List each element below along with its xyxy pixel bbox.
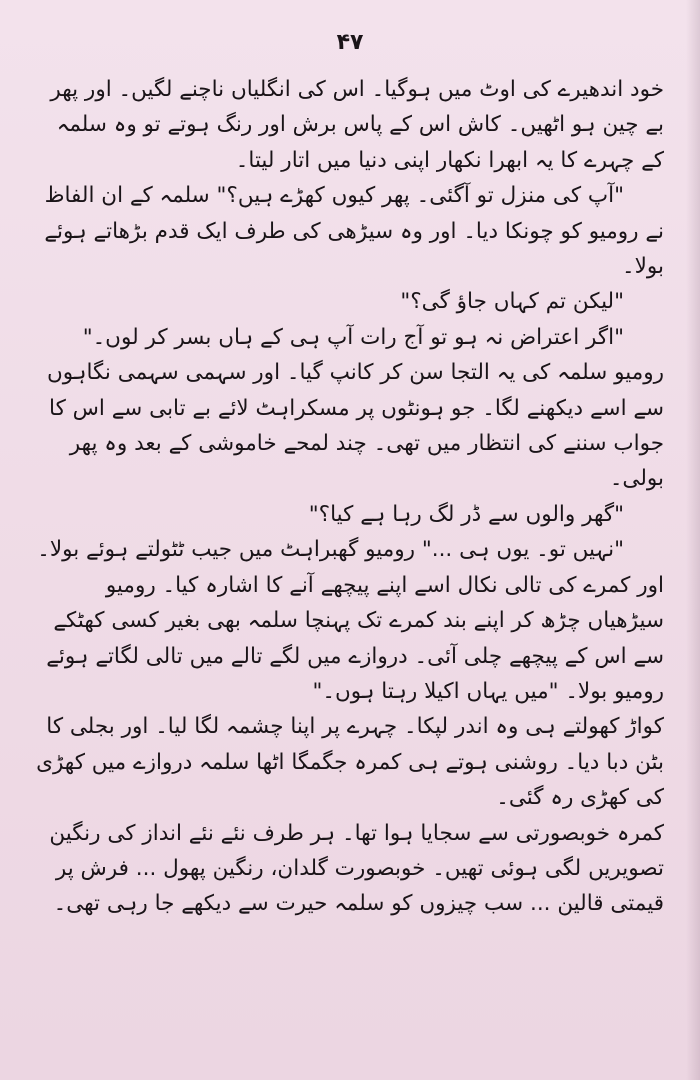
urdu-text-body bbox=[36, 72, 664, 922]
paragraph: "لیکن تم کہاں جاؤ گی؟" bbox=[400, 289, 624, 315]
paragraph: خود اندھیرے کی اوٹ میں ہوگیا۔ اس کی انگلیاں ناچنے لگیں۔ اور پھر بے چین ہو اٹھیں۔ کاش اس کے پاس برش اور رنگ ہوتے تو وہ سلمہ کے چہرے کا یہ ابھرا نکھار اپنی دنیا میں اتار لیتا۔ bbox=[50, 77, 664, 173]
page-edge-shadow bbox=[686, 0, 700, 1080]
paragraph: رومیو سلمہ کی یہ التجا سن کر کانپ گیا۔ اور سہمی سہمی نگاہوں سے اسے دیکھنے لگا۔ جو ہونٹوں پر مسکراہٹ لائے بے تابی سے اس کا جواب سننے کی انتظار میں تھی۔ چند لمحے خاموشی کے بعد وہ پھر بولی۔ bbox=[46, 360, 664, 492]
paragraph: "نہیں تو۔ یوں ہی ..." رومیو گھبراہٹ میں جیب ٹٹولتے ہوئے بولا۔ اور کمرے کی تالی نکال اسے اپنے پیچھے آنے کا اشارہ کیا۔ رومیو سیڑھیاں چڑھ کر اپنے بند کمرے تک پہنچا سلمہ بھی بغیر کسی کھٹکے سے اس کے پیچھے چلی آئی۔ دروازے میں لگے تالے میں تالی لگاتے ہوئے رومیو بولا۔ "میں یہاں اکیلا رہتا ہوں۔" bbox=[37, 537, 664, 704]
paragraph: کواڑ کھولتے ہی وہ اندر لپکا۔ چہرے پر اپنا چشمہ لگا لیا۔ اور بجلی کا بٹن دبا دیا۔ روشنی ہوتے ہی کمرہ جگمگا اٹھا سلمہ دروازے میں کھڑی کی کھڑی رہ گئی۔ bbox=[36, 714, 664, 811]
paragraph: "گھر والوں سے ڈر لگ رہا ہے کیا؟" bbox=[308, 501, 624, 527]
paragraph: کمرہ خوبصورتی سے سجایا ہوا تھا۔ ہر طرف نئے نئے انداز کی رنگین تصویریں لگی ہوئی تھیں۔ خوبصورت گلدان، رنگین پھول ... فرش پر قیمتی قالین ... سب چیزوں کو سلمہ حیرت سے دیکھے جا رہی تھی۔ bbox=[49, 820, 664, 917]
page-number: ۴۷ bbox=[336, 30, 364, 55]
paragraph: "آپ کی منزل تو آگئی۔ پھر کیوں کھڑے ہیں؟" سلمہ کے ان الفاظ نے رومیو کو چونکا دیا۔ اور وہ سیڑھی کی طرف ایک قدم بڑھاتے ہوئے بولا۔ bbox=[44, 183, 664, 280]
paragraph: "اگر اعتراض نہ ہو تو آج رات آپ ہی کے ہاں بسر کر لوں۔" bbox=[82, 324, 624, 350]
